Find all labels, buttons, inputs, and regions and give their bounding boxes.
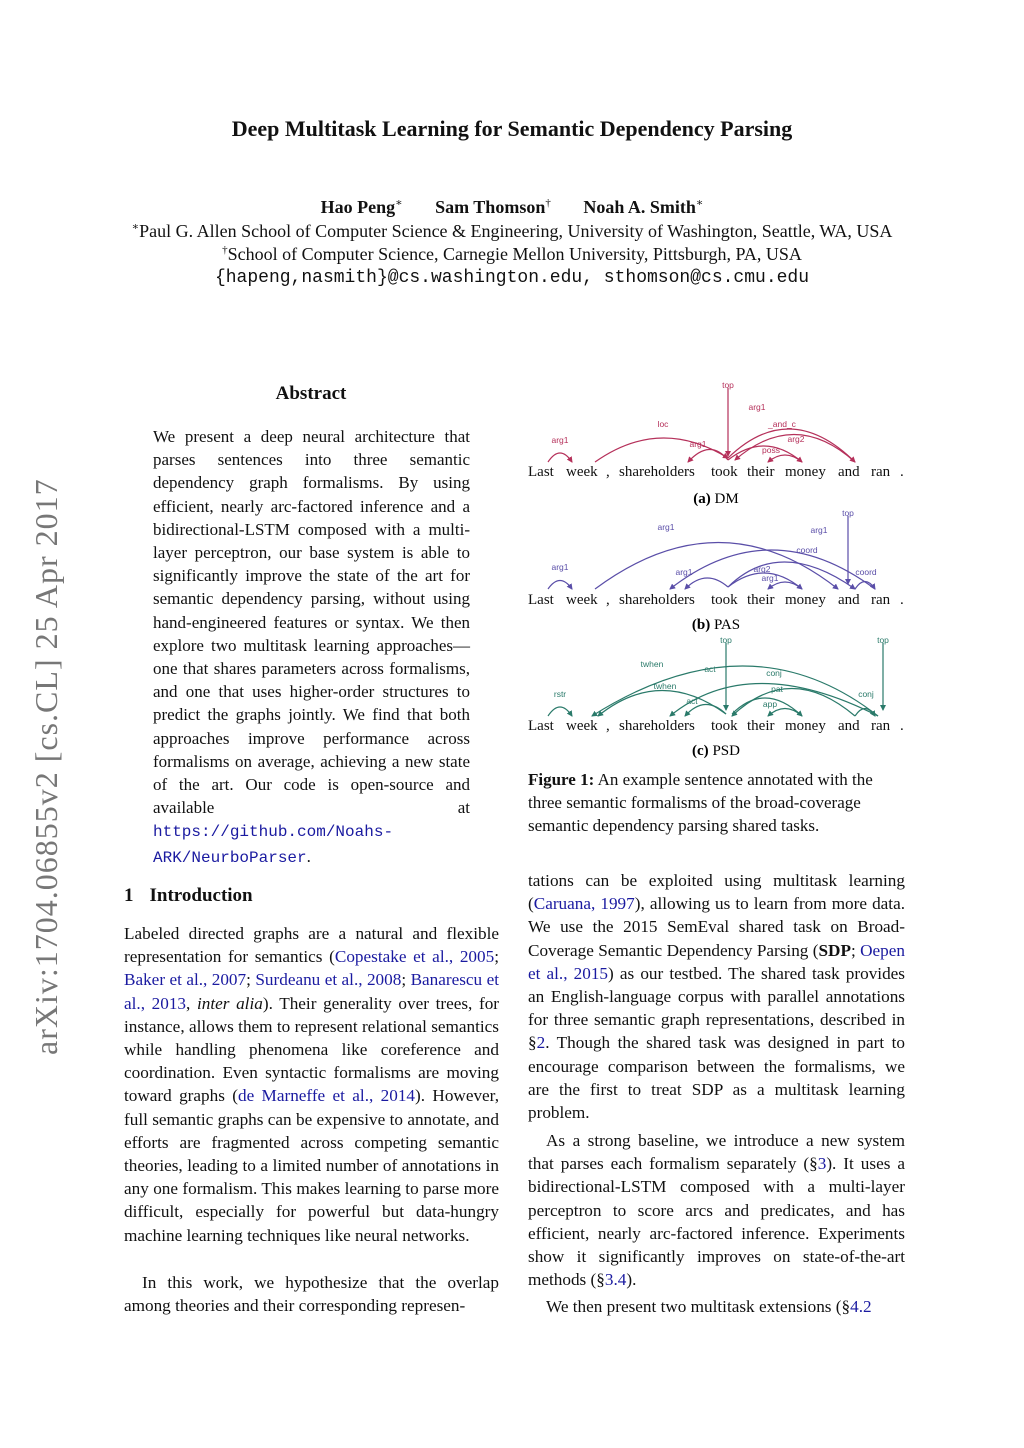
psd-sentence — [528, 718, 904, 734]
arc — [548, 453, 572, 462]
arc — [548, 581, 572, 590]
svg-text:,: , — [606, 718, 610, 734]
author: Noah A. Smith∗ — [583, 197, 704, 217]
svg-text:shareholders: shareholders — [619, 464, 695, 480]
author: Hao Peng∗ — [320, 197, 403, 217]
edge-label: twhen — [640, 659, 664, 669]
psd-graph — [548, 643, 883, 716]
pas-labels — [551, 508, 876, 583]
pas-sentence — [528, 592, 904, 608]
edge-label: arg1 — [657, 522, 675, 532]
svg-text:,: , — [606, 592, 610, 608]
svg-text:.: . — [900, 464, 904, 480]
edge-label: arg1 — [551, 562, 569, 572]
edge-label: act — [686, 696, 698, 706]
author-emails: {hapeng,nasmith}@cs.washington.edu, sthomson@cs.cmu.edu — [214, 268, 810, 288]
svg-text:took: took — [711, 592, 738, 608]
svg-text:Last: Last — [528, 592, 554, 608]
abstract-heading: Abstract — [275, 383, 347, 404]
section-ref-link[interactable]: 4.2 — [850, 1297, 872, 1316]
arc — [688, 449, 728, 462]
affiliation: ∗Paul G. Allen School of Computer Science & Engineering, University of Washington, Seattle, WA, USA — [131, 221, 893, 241]
intro-paragraph: As a strong baseline, we introduce a new system that parses each formalism separately (§3). It uses a bidirectional-LSTM composed with a multi-layer perceptron to score arcs and predicates, and has efficient, nearly arc-factored inference. Experiments show it significantly improves on state-of-the-art methods (§3.4). — [528, 1131, 905, 1290]
edge-label: _and_c — [768, 419, 796, 429]
arc — [670, 550, 875, 589]
section-ref-link[interactable]: 2 — [536, 1033, 546, 1053]
code-link[interactable]: https://github.com/Noahs-ARK/NeurboParser — [153, 823, 394, 867]
psd-labels — [554, 635, 889, 709]
figure-1 — [520, 376, 912, 766]
citation-link[interactable]: Caruana, 1997 — [533, 894, 635, 914]
svg-text:and: and — [838, 718, 860, 734]
citation-link[interactable]: Oepen et al., 2015 — [528, 940, 905, 983]
svg-text:ran: ran — [871, 592, 891, 608]
arxiv-identifier: arXiv:1704.06855v2 [cs.CL] 25 Apr 2017 — [28, 478, 64, 1055]
paper-title: Deep Multitask Learning for Semantic Dependency Parsing — [231, 116, 793, 141]
subfigure-caption: (a) DM — [693, 491, 739, 507]
abstract-body: We present a deep neural architecture that parses sentences into three semantic dependency graph formalisms. By using efficient, nearly arc-factored inference and a bidirectional-LSTM composed with a multi-layer perceptron, our base system is able to significantly improve the state of the art for semantic dependency parsing, without using hand-engineered features or syntax. We then explore two multitask learning approaches—one that shares parameters across formalisms, and one that uses higher-order structures to predict the graphs jointly. We find that both approaches improve performance across formalisms on average, achieving a new state of the art. Our code is open-source and available at https://github.com/Noahs-ARK/NeurboParser. — [153, 427, 470, 867]
svg-text:took: took — [711, 464, 738, 480]
svg-text:ran: ran — [871, 464, 891, 480]
edge-label: coord — [796, 545, 818, 555]
author: Sam Thomson† — [435, 197, 551, 217]
citation-link[interactable]: Banarescu et al., 2013 — [124, 970, 499, 1013]
svg-text:ran: ran — [871, 718, 891, 734]
intro-paragraph: tations can be exploited using multitask learning (Caruana, 1997), allowing us to learn from more data. We use the 2015 SemEval shared task on Broad-Coverage Semantic Dependency Parsing (SDP; Oepen et al., 2015) as our testbed. The shared task provides an English-language corpus with parallel annotations for three semantic graph representations, described in §2. Though the shared task was designed in part to encourage comparison between the formalisms, we are the first to treat SDP as a multitask learning problem. — [528, 871, 905, 1123]
svg-text:and: and — [838, 592, 860, 608]
edge-label: top — [722, 380, 734, 390]
section-heading: 1 Introduction — [124, 885, 253, 906]
edge-label: top — [877, 635, 889, 645]
intro-paragraph: Labeled directed graphs are a natural and flexible representation for semantics (Copestake et al., 2005; Baker et al., 2007; Surdeanu et al., 2008; Banarescu et al., 2013, inter alia). Their generality over trees, for instance, allows them to represent relational semantics while handling phenomena like coreference and coordination. Even syntactic formalisms are moving toward graphs (de Marneffe et al., 2014). However, full semantic graphs can be expensive to annotate, and efforts are fragmented across competing semantic theories, leading to a limited number of annotations in any one formalism. This makes learning to parse more difficult, especially for powerful but data-hungry machine learning techniques like neural networks. — [124, 924, 500, 1245]
arc — [768, 582, 802, 589]
svg-text:shareholders: shareholders — [619, 718, 695, 734]
edge-label: arg1 — [810, 525, 828, 535]
edge-label: arg1 — [675, 567, 693, 577]
citation-link[interactable]: Surdeanu et al., 2008 — [255, 970, 402, 990]
svg-text:week: week — [566, 718, 598, 734]
svg-text:and: and — [838, 464, 860, 480]
edge-label: pat — [771, 684, 783, 694]
svg-text:their: their — [747, 592, 775, 608]
edge-label: loc — [657, 419, 669, 429]
edge-label: arg2 — [753, 564, 771, 574]
edge-label: top — [720, 635, 732, 645]
affiliation: †School of Computer Science, Carnegie Mellon University, Pittsburgh, PA, USA — [222, 244, 802, 264]
subfigure-caption: (b) PAS — [691, 617, 741, 633]
svg-text:.: . — [900, 718, 904, 734]
arc — [685, 578, 728, 589]
edge-label: arg1 — [689, 439, 707, 449]
svg-text:week: week — [566, 592, 598, 608]
edge-label: poss — [762, 445, 780, 455]
edge-label: act — [704, 664, 716, 674]
edge-label: arg1 — [748, 402, 766, 412]
svg-text:money: money — [785, 718, 826, 734]
svg-text:Last: Last — [528, 464, 554, 480]
svg-text:Last: Last — [528, 718, 554, 734]
svg-text:their: their — [747, 464, 775, 480]
svg-text:week: week — [566, 464, 598, 480]
arc — [548, 707, 572, 716]
edge-label: twhen — [653, 681, 677, 691]
svg-text:money: money — [785, 592, 826, 608]
section-ref-link[interactable]: 3 — [817, 1154, 827, 1174]
citation-link[interactable]: Copestake et al., 2005 — [334, 947, 495, 967]
arc — [732, 689, 855, 717]
citation-link[interactable]: Baker et al., 2007 — [124, 970, 247, 990]
citation-link[interactable]: de Marneffe et al., 2014 — [237, 1086, 416, 1106]
arc — [592, 666, 878, 716]
dm-graph — [548, 388, 855, 462]
dm-sentence — [528, 464, 904, 480]
svg-text:took: took — [711, 718, 738, 734]
figure-caption: Figure 1: An example sentence annotated with the three semantic formalisms of the broad-coverage semantic dependency parsing shared tasks. — [528, 770, 873, 836]
svg-text:,: , — [606, 464, 610, 480]
edge-label: arg1 — [761, 573, 779, 583]
edge-label: rstr — [553, 689, 567, 699]
arc — [768, 709, 802, 717]
edge-label: top — [842, 508, 854, 518]
edge-label: app — [762, 699, 778, 709]
edge-label: arg1 — [551, 435, 569, 445]
svg-text:money: money — [785, 464, 826, 480]
dm-labels — [551, 380, 804, 455]
svg-text:shareholders: shareholders — [619, 592, 695, 608]
intro-paragraph: We then present two multitask extensions (§4.2 — [546, 1297, 872, 1316]
subfigure-caption: (c) PSD — [692, 743, 740, 759]
edge-label: conj — [766, 668, 782, 678]
svg-text:.: . — [900, 592, 904, 608]
intro-paragraph: In this work, we hypothesize that the overlap among theories and their corresponding represen- — [124, 1273, 499, 1316]
arc — [768, 455, 802, 462]
edge-label: conj — [858, 689, 874, 699]
author-list — [0, 196, 1024, 218]
edge-label: arg2 — [787, 434, 805, 444]
edge-label: coord — [855, 567, 877, 577]
section-ref-link[interactable]: 3.4 — [604, 1270, 627, 1290]
svg-text:their: their — [747, 718, 775, 734]
